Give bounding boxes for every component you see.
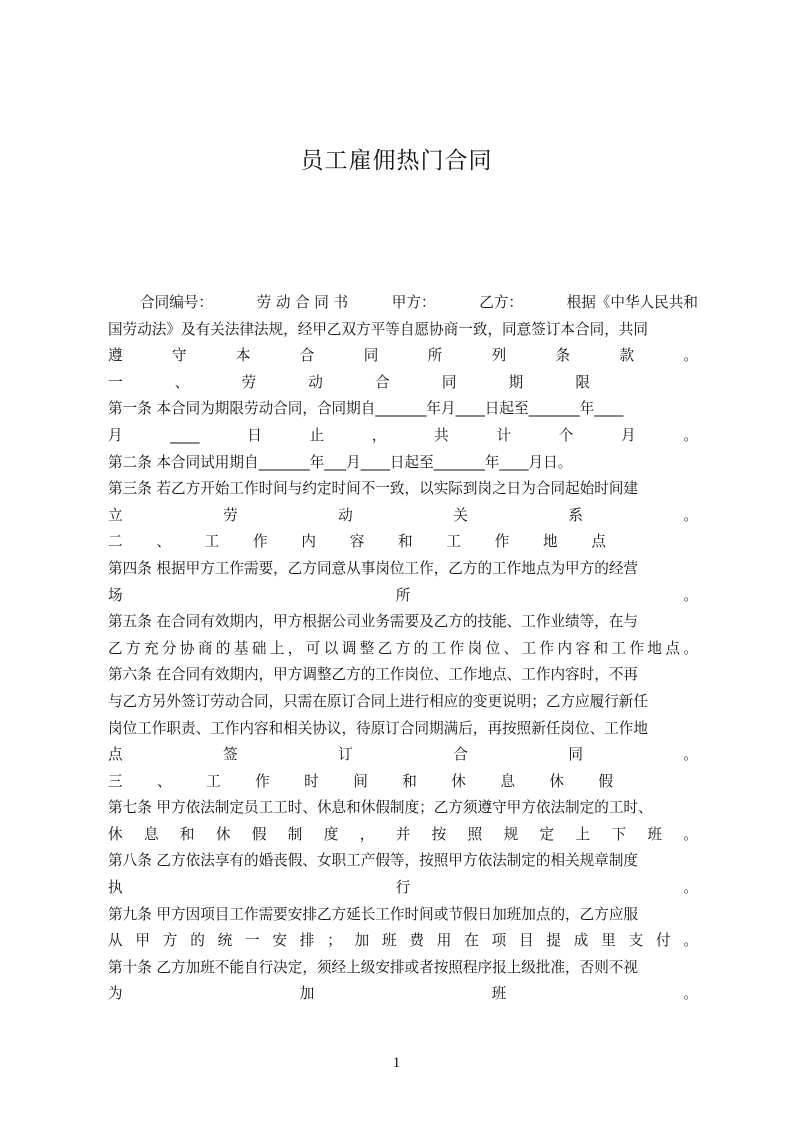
page-number: 1 <box>392 1055 401 1071</box>
contract-text-line: 第五条 在合同有效期内，甲方根据公司业务需要及乙方的技能、工作业绩等，在与 <box>108 613 639 631</box>
intro-text: 根据《中华人民共和 <box>566 294 698 311</box>
contract-text-line: 国劳动法》及有关法律法规，经甲乙双方平等自愿协商一致，同意签订本合同，共同 <box>108 320 648 338</box>
contract-text-line: 三、工作时间和休息休假 <box>108 772 613 790</box>
contract-text-line: 第六条 在合同有效期内，甲方调整乙方的工作岗位、工作地点、工作内容时，不再 <box>108 666 639 684</box>
contract-text-line: 第八条 乙方依法享有的婚丧假、女职工产假等，按照甲方依法制定的相关规章制度 <box>108 852 639 870</box>
contract-text-line: 第四条 根据甲方工作需要，乙方同意从事岗位工作，乙方的工作地点为甲方的经营 <box>108 559 639 577</box>
contract-text-line: 乙方充分协商的基础上，可以调整乙方的工作岗位、工作内容和工作地点。 <box>108 639 698 657</box>
party-b-label: 乙方： <box>479 294 523 311</box>
contract-heading: 劳 动 合 同 书 <box>256 294 349 311</box>
contract-text-line: 点签订合同。 <box>108 746 698 764</box>
party-a-label: 甲方： <box>391 294 436 311</box>
contract-text-line: 第三条 若乙方开始工作时间与约定时间不一致，以实际到岗之日为合同起始时间建 <box>108 480 639 498</box>
contract-text-line: 从甲方的统一安排；加班费用在项目提成里支付。 <box>108 932 698 950</box>
document-title: 员工雇佣热门合同 <box>300 148 493 174</box>
contract-text-line: 立劳动关系。 <box>108 506 698 524</box>
contract-text-line: 第九条 甲方因项目工作需要安排乙方延长工作时间或节假日加班加点的，乙方应服 <box>108 905 639 923</box>
contract-text-line: 为加班。 <box>108 985 698 1003</box>
contract-text-line: 第七条 甲方依法制定员工工时、休息和休假制度；乙方须遵守甲方依法制定的工时、 <box>108 799 653 817</box>
contract-intro-line <box>108 290 698 317</box>
contract-text-line: 岗位工作职责、工作内容和相关协议，待原订合同期满后，再按照新任岗位、工作地 <box>108 719 648 737</box>
contract-text-line: 与乙方另外签订劳动合同，只需在原订合同上进行相应的变更说明；乙方应履行新任 <box>108 692 648 710</box>
contract-text-line: 执行。 <box>108 879 698 897</box>
contract-text-line: 第十条 乙方加班不能自行决定，须经上级安排或者按照程序报上级批准，否则不视 <box>108 958 639 976</box>
contract-text-line: 第一条 本合同为期限劳动合同，合同期自_______年月____日起至_______年____ <box>108 400 624 418</box>
contract-text-line: 第二条 本合同试用期自_______年___月____日起至_______年____月日。 <box>108 453 573 471</box>
contract-body <box>108 290 698 1008</box>
contract-number-label: 合同编号： <box>140 294 213 311</box>
contract-text-line: 月____日止，共计个月。 <box>108 426 698 444</box>
contract-text-line: 场所。 <box>108 586 698 604</box>
contract-text-line: 一、劳动合同期限 <box>108 373 590 391</box>
contract-text-line: 休息和休假制度，并按照规定上下班。 <box>108 825 698 843</box>
contract-text-line: 二、工作内容和工作地点 <box>108 533 606 551</box>
contract-text-line: 遵守本合同所列条款。 <box>108 347 698 365</box>
